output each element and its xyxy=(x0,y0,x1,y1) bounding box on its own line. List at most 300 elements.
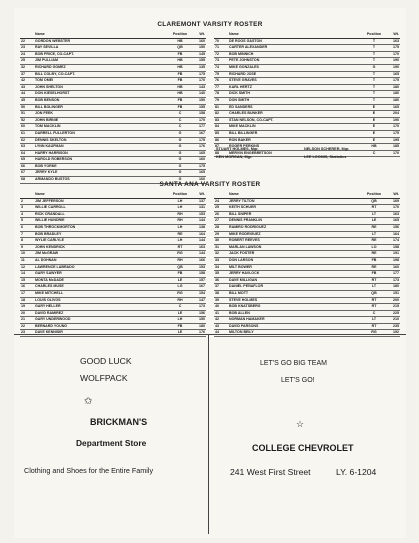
roster-row xyxy=(214,124,400,131)
player-name: JERRY TILTON xyxy=(228,198,364,205)
player-position: T xyxy=(364,78,384,85)
roster-row xyxy=(20,58,206,65)
player-position: QB xyxy=(170,264,190,271)
player-name: JON FEEK xyxy=(34,111,170,118)
roster-row xyxy=(20,144,206,151)
player-name: STAN NELSON, CO-CAPT. xyxy=(228,117,364,124)
player-weight: 173 xyxy=(384,277,400,284)
santa-ana-roster-title: SANTA ANA VARSITY ROSTER xyxy=(159,181,261,188)
player-weight: 180 xyxy=(384,97,400,104)
position-header: Position xyxy=(364,32,384,38)
player-position: FB xyxy=(170,51,190,58)
player-name: DON SMITH xyxy=(228,97,364,104)
player-position: RT xyxy=(364,277,384,284)
program-page xyxy=(14,8,406,538)
player-position: RG xyxy=(170,251,190,258)
player-number: 5 xyxy=(20,218,34,225)
player-name: DAVE MILLIGAN xyxy=(228,277,364,284)
player-weight: 190 xyxy=(384,58,400,65)
player-number: 26 xyxy=(214,211,228,218)
player-name: CARTER ALEXANDER xyxy=(228,45,364,52)
position-header: Position xyxy=(364,192,384,198)
player-weight: 176 xyxy=(190,330,206,337)
player-position: RG xyxy=(364,330,384,337)
roster-row xyxy=(20,310,206,317)
brickmans-wolfpack: WOLFPACK xyxy=(80,373,128,383)
roster-row xyxy=(20,104,206,111)
player-name: TOM MACKLIN xyxy=(34,124,170,131)
roster-row xyxy=(20,304,206,311)
player-name: STEVE GRAVES xyxy=(228,78,364,85)
player-name: BOB MINNICH xyxy=(228,51,364,58)
player-position: LO xyxy=(364,244,384,251)
player-name: RAY SEVILLA xyxy=(34,45,170,52)
player-weight: 155 xyxy=(190,104,206,111)
player-number: 74 xyxy=(214,64,228,71)
roster-row xyxy=(20,130,206,137)
player-name: MIKE RODRIGUEZ xyxy=(228,231,364,238)
player-weight: 175 xyxy=(190,71,206,78)
player-number: 75 xyxy=(214,71,228,78)
player-position: T xyxy=(364,91,384,98)
star-icon: ☆ xyxy=(296,419,305,429)
roster-row xyxy=(214,304,400,311)
player-weight: 185 xyxy=(384,144,400,151)
player-number: 36 xyxy=(214,277,228,284)
player-position: C xyxy=(170,117,190,124)
player-weight: 175 xyxy=(190,163,206,170)
player-name: BILL COLBY, CO-CAPT. xyxy=(34,71,170,78)
player-weight: 175 xyxy=(190,137,206,144)
player-weight: 158 xyxy=(384,244,400,251)
player-weight: 155 xyxy=(190,58,206,65)
claremont-manager-3: KEN MORGAN, Mgr. xyxy=(216,155,253,159)
player-position: RT xyxy=(364,323,384,330)
ads-center-divider xyxy=(208,334,209,534)
roster-row xyxy=(214,224,400,231)
player-number: 86 xyxy=(214,137,228,144)
player-number: 43 xyxy=(214,323,228,330)
player-number: 62 xyxy=(20,137,34,144)
player-number: 27 xyxy=(214,218,228,225)
player-weight: 163 xyxy=(384,38,400,45)
player-weight: 215 xyxy=(384,304,400,311)
roster-row xyxy=(214,71,400,78)
roster-row xyxy=(214,51,400,58)
roster-row xyxy=(214,244,400,251)
roster-row xyxy=(20,277,206,284)
roster-row xyxy=(20,284,206,291)
player-number: 71 xyxy=(214,45,228,52)
player-number: 8 xyxy=(20,238,34,245)
player-name: JERRY KYLE xyxy=(34,170,170,177)
claremont-statistician: LEE LOOMIS, Statistics xyxy=(304,155,347,159)
player-position: LE xyxy=(364,218,384,225)
player-name: HARRY HARRISON xyxy=(34,150,170,157)
player-position: FB xyxy=(170,78,190,85)
player-weight: 173 xyxy=(190,304,206,311)
player-position: C xyxy=(170,124,190,131)
player-number: 83 xyxy=(214,117,228,124)
player-position: T xyxy=(364,84,384,91)
player-name: DAVID PARSONS xyxy=(228,323,364,330)
player-name: ROGER PERKINS xyxy=(228,144,364,151)
roster-row xyxy=(214,137,400,144)
player-name: DON KIESELHORST xyxy=(34,91,170,98)
player-weight: 160 xyxy=(190,177,206,184)
roster-row xyxy=(214,97,400,104)
player-name: AL DOHNAN xyxy=(34,257,170,264)
player-position: LT xyxy=(364,211,384,218)
player-position: C xyxy=(364,310,384,317)
player-number: 44 xyxy=(20,91,34,98)
claremont-manager-1: STUART HOLMES, Mgr. xyxy=(216,147,259,151)
player-position: FB xyxy=(170,323,190,330)
player-position: FB xyxy=(170,104,190,111)
roster-row xyxy=(214,78,400,85)
player-number: 23 xyxy=(20,45,34,52)
player-position: HB xyxy=(170,64,190,71)
player-number: 18 xyxy=(20,297,34,304)
roster-row xyxy=(214,271,400,278)
player-number: 34 xyxy=(214,264,228,271)
player-name: STEVE HOLMES xyxy=(228,297,364,304)
player-position: G xyxy=(170,130,190,137)
player-name: MIKE GONZALES xyxy=(228,64,364,71)
player-position: C xyxy=(170,111,190,118)
player-number: 21 xyxy=(20,317,34,324)
roster-row xyxy=(20,84,206,91)
player-name: BILL SNIPER xyxy=(228,211,364,218)
player-weight: 160 xyxy=(384,264,400,271)
brickmans-subtitle: Department Store xyxy=(76,438,147,448)
player-number: 3 xyxy=(20,205,34,212)
roster-row xyxy=(20,290,206,297)
player-position: LH xyxy=(170,224,190,231)
player-name: RICK CRANDALL xyxy=(34,211,170,218)
player-position: RE xyxy=(364,224,384,231)
player-name: TOM OMEI xyxy=(34,78,170,85)
player-name: JIM JEFFERSON xyxy=(34,198,170,205)
player-name: JERRY HAVLOCK xyxy=(228,271,364,278)
player-position: T xyxy=(364,51,384,58)
player-number: 37 xyxy=(20,71,34,78)
player-name: JIM PULLIAM xyxy=(34,58,170,65)
player-weight: 198 xyxy=(384,257,400,264)
player-weight: 170 xyxy=(190,117,206,124)
name-header: Name xyxy=(34,32,170,38)
player-name: PETE JOHNSTON xyxy=(228,58,364,65)
player-number: 10 xyxy=(20,251,34,258)
player-position: HB xyxy=(170,58,190,65)
player-name: DANIEL PEÑAFLOR xyxy=(228,284,364,291)
roster-row xyxy=(20,297,206,304)
player-weight: 169 xyxy=(384,198,400,205)
roster-row xyxy=(214,91,400,98)
player-position: T xyxy=(364,97,384,104)
player-number: 39 xyxy=(214,297,228,304)
player-weight: 150 xyxy=(190,317,206,324)
player-position: QB xyxy=(364,198,384,205)
player-weight: 156 xyxy=(384,224,400,231)
player-number: 45 xyxy=(20,97,34,104)
player-weight: 137 xyxy=(190,198,206,205)
player-name: KEITH SCHUER xyxy=(228,205,364,212)
roster-row xyxy=(20,211,206,218)
player-number: 6 xyxy=(20,224,34,231)
player-name: BILL BOLINGER xyxy=(34,104,170,111)
player-number: 38 xyxy=(214,290,228,297)
player-weight: 158 xyxy=(190,271,206,278)
roster-row xyxy=(20,198,206,205)
player-number: 17 xyxy=(20,290,34,297)
player-weight: 165 xyxy=(190,150,206,157)
player-name: RICHARD JOSE xyxy=(228,71,364,78)
player-weight: 138 xyxy=(190,224,206,231)
player-name: ROBERT REEVES xyxy=(228,238,364,245)
player-weight: 180 xyxy=(384,91,400,98)
player-name: DON LARSON xyxy=(228,257,364,264)
brickmans-good-luck: GOOD LUCK xyxy=(80,356,132,366)
roster-row xyxy=(214,45,400,52)
player-name: GARY HELLER xyxy=(34,304,170,311)
player-number: 4 xyxy=(20,211,34,218)
player-name: JIM McGRAW xyxy=(34,251,170,258)
roster-row xyxy=(214,323,400,330)
player-name: ED SANDERS xyxy=(228,104,364,111)
player-name: DENNIS SKELTON xyxy=(34,137,170,144)
weight-header: Wt. xyxy=(384,32,400,38)
player-weight: 170 xyxy=(384,124,400,131)
player-weight: 160 xyxy=(190,157,206,164)
player-number: 73 xyxy=(214,58,228,65)
player-name: RICHARD GOMEZ xyxy=(34,64,170,71)
roster-row xyxy=(20,238,206,245)
player-weight: 177 xyxy=(384,271,400,278)
player-number: 77 xyxy=(214,84,228,91)
player-position: QB xyxy=(364,290,384,297)
roster-row xyxy=(20,91,206,98)
roster-row xyxy=(214,231,400,238)
player-position: E xyxy=(364,124,384,131)
roster-row xyxy=(20,97,206,104)
player-position: LH xyxy=(170,238,190,245)
college-lets-go-big-team: LET'S GO BIG TEAM xyxy=(260,360,327,367)
player-name: JOHN BIRNIE xyxy=(34,117,170,124)
brickmans-name: BRICKMAN'S xyxy=(90,417,148,427)
player-number: 28 xyxy=(214,224,228,231)
player-name: BOB THROCKMORTON xyxy=(34,224,170,231)
player-number: 32 xyxy=(214,251,228,258)
name-header: Name xyxy=(228,192,364,198)
player-number: 64 xyxy=(20,150,34,157)
player-weight: 225 xyxy=(384,310,400,317)
player-weight: 157 xyxy=(190,277,206,284)
player-name: GARY UNDERWOOD xyxy=(34,317,170,324)
player-position: E xyxy=(364,130,384,137)
player-number: 25 xyxy=(214,205,228,212)
player-number: 67 xyxy=(20,170,34,177)
roster-row xyxy=(214,238,400,245)
college-address: 241 West First Street xyxy=(230,467,311,477)
player-weight: 166 xyxy=(190,257,206,264)
claremont-roster-right-table xyxy=(214,32,400,157)
position-header: Position xyxy=(170,192,190,198)
roster-row xyxy=(20,38,206,45)
player-name: BOB BENSON xyxy=(34,97,170,104)
player-name: CHARLES BUNKER xyxy=(228,111,364,118)
roster-row xyxy=(214,130,400,137)
player-name: HAROLD ROBERSON xyxy=(34,157,170,164)
player-name: DAVE KENNISIR xyxy=(34,330,170,337)
player-weight: 192 xyxy=(384,330,400,337)
player-number: 29 xyxy=(214,231,228,238)
player-number: 35 xyxy=(214,271,228,278)
player-position: T xyxy=(364,58,384,65)
roster-row xyxy=(20,64,206,71)
player-name: NORMAN HAMAKER xyxy=(228,317,364,324)
player-name: MONTA McDADE xyxy=(34,277,170,284)
player-weight: 170 xyxy=(384,205,400,212)
roster-row xyxy=(214,64,400,71)
roster-row xyxy=(214,198,400,205)
player-weight: 175 xyxy=(384,78,400,85)
player-position: RT xyxy=(170,244,190,251)
roster-row xyxy=(20,150,206,157)
player-number: 30 xyxy=(214,238,228,245)
roster-row xyxy=(214,251,400,258)
player-weight: 144 xyxy=(190,238,206,245)
player-weight: 170 xyxy=(190,78,206,85)
player-name: LOUIS OLIVOS xyxy=(34,297,170,304)
player-weight: 174 xyxy=(384,238,400,245)
player-weight: 176 xyxy=(190,144,206,151)
college-chevrolet-name: COLLEGE CHEVROLET xyxy=(252,443,354,453)
player-position: G xyxy=(170,177,190,184)
roster-row xyxy=(20,224,206,231)
player-weight: 160 xyxy=(190,38,206,45)
roster-row xyxy=(214,218,400,225)
player-weight: 153 xyxy=(190,211,206,218)
player-name: DICK SMITH xyxy=(228,91,364,98)
player-weight: 153 xyxy=(190,264,206,271)
roster-row xyxy=(214,38,400,45)
player-number: 25 xyxy=(20,58,34,65)
player-name: WILLIE CARROLL xyxy=(34,205,170,212)
claremont-roster-title: CLAREMONT VARSITY ROSTER xyxy=(157,21,263,28)
player-name: GORDON WEBSTER xyxy=(34,38,170,45)
player-number: 44 xyxy=(214,330,228,337)
player-number: 43 xyxy=(20,84,34,91)
player-name: GARY SAWYER xyxy=(34,271,170,278)
claremont-manager-2: NELSON SCHERER, Mgr. xyxy=(304,147,350,151)
player-number: 66 xyxy=(20,163,34,170)
player-number: 15 xyxy=(20,277,34,284)
player-position: HB xyxy=(170,84,190,91)
player-weight: 170 xyxy=(384,150,400,157)
name-header: Name xyxy=(34,192,170,198)
star-icon: ✩ xyxy=(84,396,93,407)
player-weight: 147 xyxy=(190,297,206,304)
name-header: Name xyxy=(228,32,364,38)
roster-row xyxy=(214,104,400,111)
roster-row xyxy=(214,117,400,124)
player-weight: 140 xyxy=(190,91,206,98)
roster-row xyxy=(20,251,206,258)
player-weight: 164 xyxy=(190,231,206,238)
player-number: 82 xyxy=(214,111,228,118)
player-number: 72 xyxy=(214,51,228,58)
player-weight: 195 xyxy=(384,137,400,144)
player-name: MIKE MITCHELL xyxy=(34,290,170,297)
player-number: 7 xyxy=(20,231,34,238)
player-position: G xyxy=(364,64,384,71)
player-position: T xyxy=(364,45,384,52)
player-name: MILT BOWER xyxy=(228,264,364,271)
player-name: LAWRENCE LABRADO xyxy=(34,264,170,271)
player-weight: 144 xyxy=(190,218,206,225)
player-position: HB xyxy=(364,144,384,151)
roster-row xyxy=(214,211,400,218)
ads-top-divider xyxy=(14,334,406,335)
roster-row xyxy=(20,163,206,170)
player-number: 81 xyxy=(214,104,228,111)
roster-row xyxy=(214,297,400,304)
weight-header: Wt. xyxy=(384,192,400,198)
player-number: 76 xyxy=(214,78,228,85)
weight-header: Wt. xyxy=(190,192,206,198)
roster-row xyxy=(214,58,400,65)
player-weight: 180 xyxy=(384,284,400,291)
claremont-roster-left-table xyxy=(20,32,206,184)
player-weight: 154 xyxy=(190,290,206,297)
roster-row xyxy=(20,157,206,164)
player-number: 37 xyxy=(214,284,228,291)
player-number: 12 xyxy=(20,264,34,271)
player-position: RH xyxy=(170,218,190,225)
roster-row xyxy=(214,264,400,271)
player-name: BOB BRADLEY xyxy=(34,231,170,238)
player-name: WYLIE CARLYLE xyxy=(34,238,170,245)
player-number: 33 xyxy=(214,257,228,264)
player-weight: 167 xyxy=(190,284,206,291)
player-number: 11 xyxy=(20,257,34,264)
roster-row xyxy=(20,71,206,78)
player-weight: 158 xyxy=(190,111,206,118)
roster-row xyxy=(20,205,206,212)
college-phone: LY. 6-1204 xyxy=(336,467,377,477)
roster-row xyxy=(20,257,206,264)
player-weight: 191 xyxy=(384,251,400,258)
player-weight: 175 xyxy=(384,130,400,137)
roster-row xyxy=(214,111,400,118)
player-weight: 167 xyxy=(190,130,206,137)
player-number: 40 xyxy=(214,304,228,311)
player-position: LT xyxy=(364,317,384,324)
player-name: BOB ALLEN xyxy=(228,310,364,317)
player-name: WILLIE HUNDRIE xyxy=(34,218,170,225)
player-position: RT xyxy=(364,297,384,304)
player-position: LG xyxy=(170,284,190,291)
player-number: 20 xyxy=(20,310,34,317)
player-position: G xyxy=(170,144,190,151)
roster-row xyxy=(20,137,206,144)
player-weight: 165 xyxy=(190,170,206,177)
player-name: DENNIS FRANKLIN xyxy=(228,218,364,225)
roster-row xyxy=(20,45,206,52)
player-name: MIKE MACKLIN xyxy=(228,124,364,131)
roster-row xyxy=(20,271,206,278)
